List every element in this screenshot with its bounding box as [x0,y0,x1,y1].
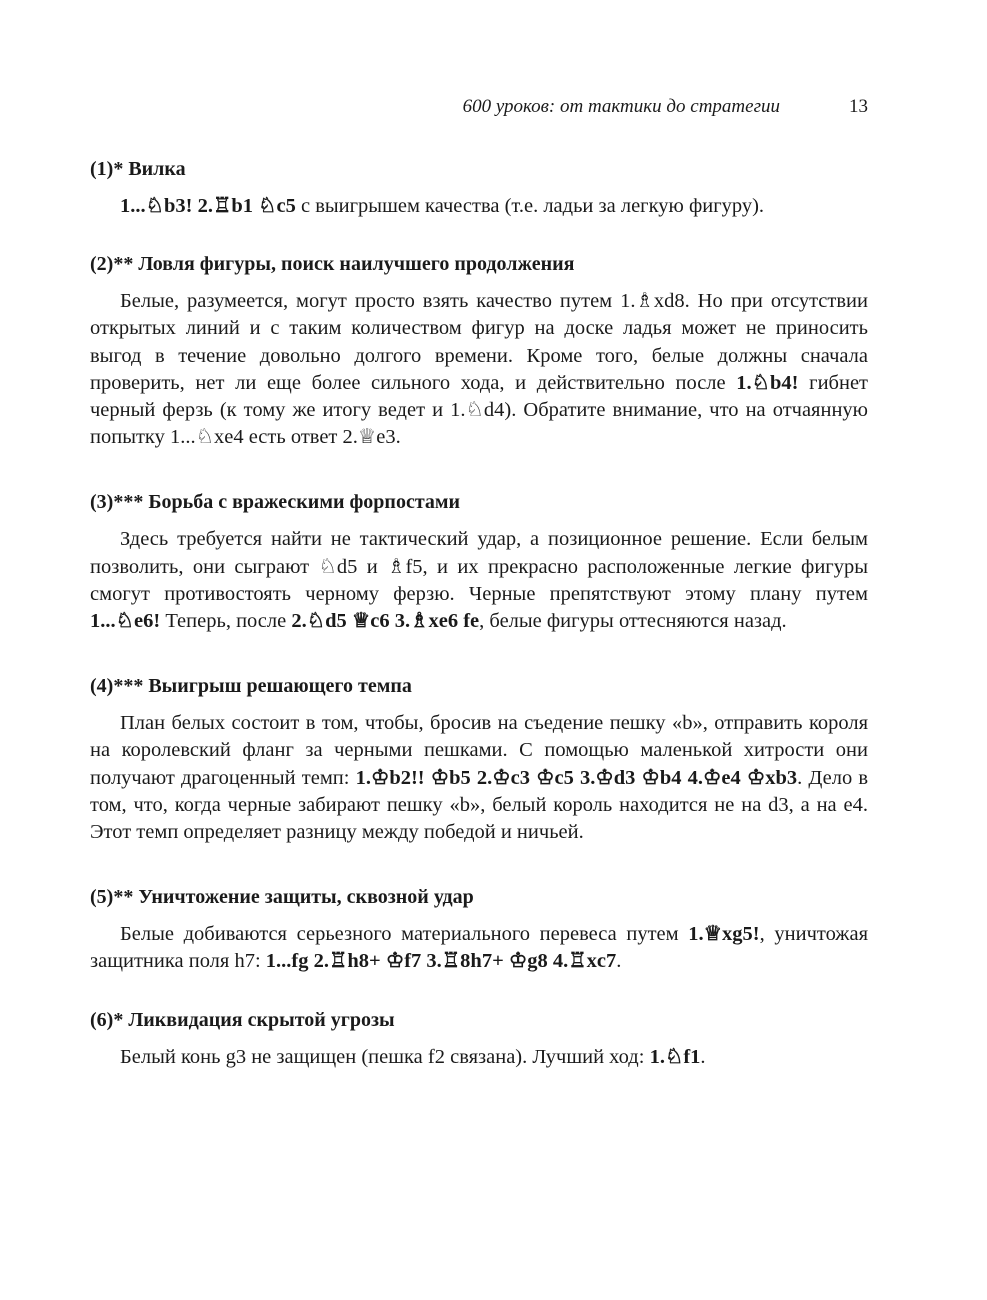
section-title: (2)** Ловля фигуры, поиск наилучшего продолжения [90,253,575,276]
section-title: (3)*** Борьба с вражескими форпостами [90,491,461,514]
move-text: 1...fg 2.♖h8+ ♔f7 3.♖8h7+ ♔g8 4.♖xc7 [265,950,617,973]
section-title: (4)*** Выигрыш решающего темпа [90,675,412,698]
body-text: , белые фигуры оттесняются назад. [479,610,787,633]
section-title: (5)** Уничтожение защиты, сквозной удар [90,886,474,909]
move-text: 1...♘b3! 2.♖b1 ♘c5 [120,195,296,217]
body-text: Белые добиваются серьезного материального перевеса путем [120,923,689,946]
body-text: Белый конь g3 не защищен (пешка f2 связана). Лучший ход: [120,1045,650,1068]
section-body [90,921,868,975]
section-2 [90,250,868,451]
section-3 [90,488,868,635]
section-title: (6)* Ликвидация скрытой угрозы [90,1008,395,1031]
move-text: 1...♘e6! [90,610,161,633]
body-text: Белые, разумеется, могут просто взять качество путем 1.♗xd8. Но при отсутствии открытых линий и с таким количеством фигур на доске ладья может не приносить выгод в течение довольно долгого времени. Кроме того, белые должны сначала проверить, нет ли еще более сильного хода, и действительно после [90,290,868,394]
section-6 [90,1006,868,1071]
move-text: 2.♘d5 ♕c6 3.♗xe6 fe [291,610,480,633]
page-content [90,155,868,1071]
body-text: . [700,1045,706,1068]
section-body [90,1044,868,1071]
body-text: , уничтожая защитника поля h7: [90,923,868,973]
running-title: 600 уроков: от тактики до стратегии [462,96,780,117]
move-text: 1.♘f1 [649,1045,701,1068]
body-text: Теперь, после [160,610,292,633]
body-text: гибнет черный ферзь (к тому же итогу ведет и 1.♘d4). Обратите внимание, что на отчаянную попытку 1...♘xe4 есть ответ 2.♕e3. [90,371,868,449]
move-text: 1.♔b2!! ♔b5 2.♔c3 ♔c5 3.♔d3 ♔b4 4.♔e4 ♔xb3 [355,766,798,789]
body-text: . Дело в том, что, когда черные забирают пешку «b», белый король находится не на d3, а на e4. Этот темп определяет разницу между победой и ничьей. [90,766,868,844]
section-title: (1)* Вилка [90,158,186,180]
body-text: с выигрышем качества (т.е. ладьи за легкую фигуру). [295,195,765,217]
body-text: . [616,950,622,973]
section-body [90,526,868,635]
body-text: План белых состоит в том, чтобы, бросив на съедение пешку «b», отправить короля на королевский фланг за черными пешками. С помощью маленькой хитрости они получают драгоценный темп: [90,712,868,789]
body-text: Здесь требуется найти не тактический удар, а позиционное решение. Если белым позволить, они сыграют ♘d5 и ♗f5, и их прекрасно расположенные легкие фигуры смогут противостоять черному ферзю. Черные препятствуют этому плану путем [90,528,868,605]
section-body [90,193,868,220]
move-text: 1.♕xg5! [688,923,760,946]
section-body [90,710,868,846]
section-1 [90,155,868,220]
move-text: 1.♘b4! [736,371,799,394]
section-5 [90,883,868,975]
running-head [90,96,868,122]
page-number: 13 [849,96,868,117]
section-body [90,288,868,451]
section-4 [90,672,868,846]
